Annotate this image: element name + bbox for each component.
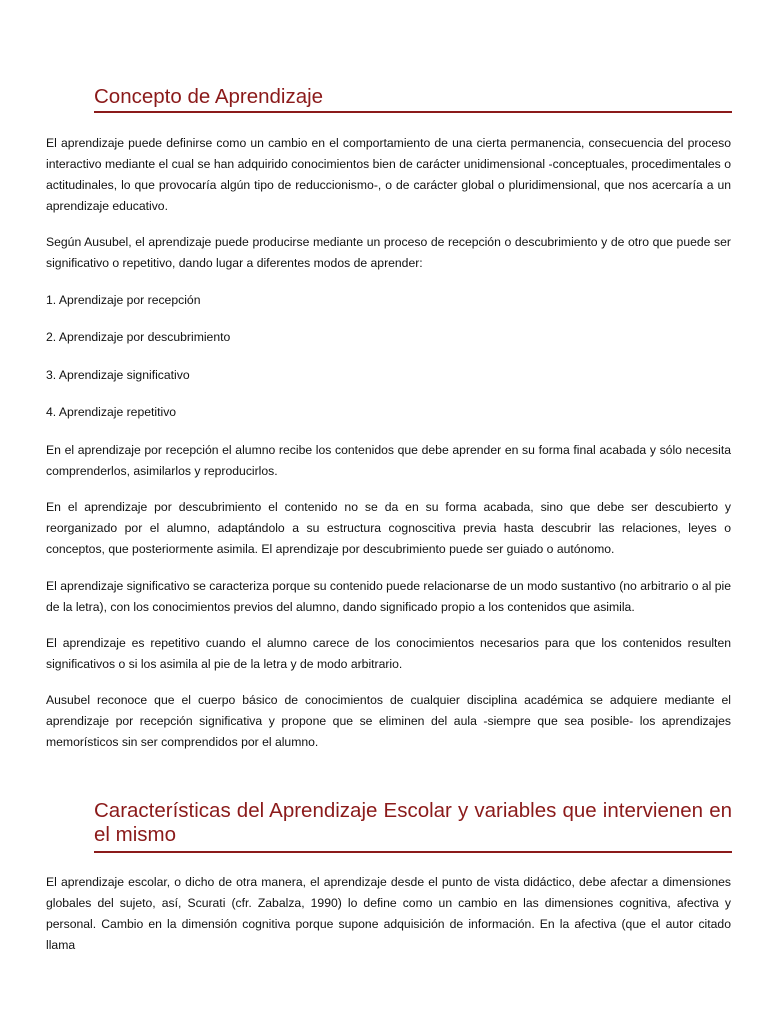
paragraph-significativo: El aprendizaje significativo se caracteriza porque su contenido puede relacionarse de un modo sustantivo (no arbitrario o al pie de la letra), con los conocimientos previos del alumno, dando significado propio a los contenidos que asimila. — [46, 579, 731, 614]
section-heading-caracteristicas: Características del Aprendizaje Escolar y variables que intervienen en el mismo — [94, 799, 732, 853]
paragraph-repetitivo: El aprendizaje es repetitivo cuando el alumno carece de los conocimientos necesarios para que los contenidos resulten significativos o si los asimila al pie de la letra y de modo arbitrario. — [46, 636, 731, 671]
paragraph-recepcion: En el aprendizaje por recepción el alumno recibe los contenidos que debe aprender en su forma final acabada y sólo necesita comprenderlos, asimilarlos y reproducirlos. — [46, 443, 731, 478]
paragraph-ausubel-conclusion: Ausubel reconoce que el cuerpo básico de conocimientos de cualquier disciplina académica se adquiere mediante el aprendizaje por recepción significativa y propone que se eliminen del aula -siempre que sea posible- los aprendizajes memorísticos sin ser comprendidos por el alumno. — [46, 693, 731, 749]
list-item: 4. Aprendizaje repetitivo — [46, 405, 177, 419]
paragraph-descubrimiento: En el aprendizaje por descubrimiento el contenido no se da en su forma acabada, sino que debe ser descubierto y reorganizado por el alumno, adaptándolo a su estructura cognoscitiva previa hasta descubrir las relaciones, leyes o conceptos, que posteriormente asimila. El aprendizaje por descubrimiento puede ser guiado o autónomo. — [46, 500, 731, 556]
list-item: 3. Aprendizaje significativo — [46, 368, 190, 382]
paragraph-aprendizaje-escolar: El aprendizaje escolar, o dicho de otra manera, el aprendizaje desde el punto de vista didáctico, debe afectar a dimensiones globales del sujeto, así, Scurati (cfr. Zabalza, 1990) lo define como un cambio en las dimensiones cognitiva, afectiva y personal. Cambio en la dimensión cognitiva porque supone adquisición de información. En la afectiva (que el autor citado llama — [46, 875, 731, 952]
paragraph-definicion: El aprendizaje puede definirse como un cambio en el comportamiento de una cierta permanencia, consecuencia del proceso interactivo mediante el cual se han adquirido conocimientos bien de carácter unidimensional -conceptuales, procedimentales o actitudinales, lo que provocaría algún tipo de reduccionismo-, o de carácter global o pluridimensional, que nos acercaría a un aprendizaje educativo. — [46, 136, 731, 213]
list-item: 2. Aprendizaje por descubrimiento — [46, 330, 231, 344]
paragraph-ausubel-intro: Según Ausubel, el aprendizaje puede producirse mediante un proceso de recepción o descubrimiento y de otro que puede ser significativo o repetitivo, dando lugar a diferentes modos de aprender: — [46, 235, 731, 270]
list-item: 1. Aprendizaje por recepción — [46, 293, 201, 307]
section-heading-concepto: Concepto de Aprendizaje — [94, 84, 732, 113]
